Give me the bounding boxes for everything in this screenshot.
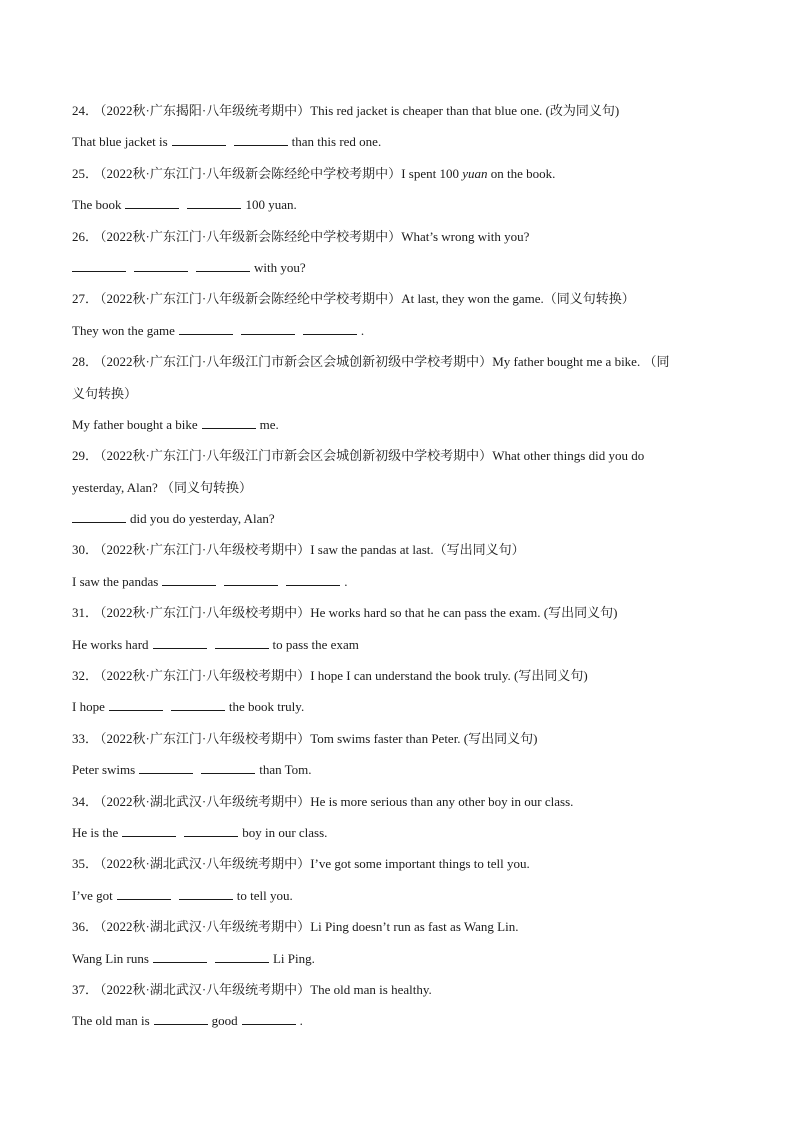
question-32: 32． （2022秋·广东江门·八年级校考期中）I hope I can understand the book truly. (写出同义句) — [72, 668, 588, 684]
answer-27: They won the game . — [72, 320, 722, 351]
question-29-cont: yesterday, Alan? （同义句转换） — [72, 479, 253, 495]
answer-blank[interactable] — [303, 320, 357, 335]
answer-blank[interactable] — [171, 696, 225, 711]
answer-32: I hope the book truly. — [72, 696, 722, 727]
question-25: 25． （2022秋·广东江门·八年级新会陈经纶中学校考期中）I spent 100 yuan on the book. — [72, 165, 556, 181]
answer-blank[interactable] — [187, 194, 241, 209]
question-31: 31． （2022秋·广东江门·八年级校考期中）He works hard so that he can pass the exam. (写出同义句) — [72, 605, 618, 621]
question-35: 35． （2022秋·湖北武汉·八年级统考期中）I’ve got some important things to tell you. — [72, 856, 530, 872]
question-list — [72, 100, 722, 1042]
answer-25: The book 100 yuan. — [72, 194, 722, 225]
answer-blank[interactable] — [72, 508, 126, 523]
answer-30: I saw the pandas . — [72, 571, 722, 602]
answer-blank[interactable] — [154, 1010, 208, 1025]
answer-37: The old man is good . — [72, 1010, 722, 1041]
answer-blank[interactable] — [196, 257, 250, 272]
answer-blank[interactable] — [162, 571, 216, 586]
answer-blank[interactable] — [241, 320, 295, 335]
question-26: 26． （2022秋·广东江门·八年级新会陈经纶中学校考期中）What’s wrong with you? — [72, 228, 530, 244]
question-28: 28． （2022秋·广东江门·八年级江门市新会区会城创新初级中学校考期中）My father bought me a bike. （同 — [72, 354, 670, 370]
answer-blank[interactable] — [242, 1010, 296, 1025]
answer-blank[interactable] — [202, 414, 256, 429]
answer-26: with you? — [72, 257, 722, 288]
answer-29: did you do yesterday, Alan? — [72, 508, 722, 539]
answer-blank[interactable] — [234, 131, 288, 146]
answer-blank[interactable] — [122, 822, 176, 837]
answer-blank[interactable] — [179, 885, 233, 900]
answer-blank[interactable] — [72, 257, 126, 272]
answer-blank[interactable] — [215, 634, 269, 649]
answer-blank[interactable] — [201, 759, 255, 774]
question-33: 33． （2022秋·广东江门·八年级校考期中）Tom swims faster than Peter. (写出同义句) — [72, 730, 538, 746]
answer-blank[interactable] — [172, 131, 226, 146]
answer-33: Peter swims than Tom. — [72, 759, 722, 790]
answer-28: My father bought a bike me. — [72, 414, 722, 445]
answer-blank[interactable] — [224, 571, 278, 586]
answer-34: He is the boy in our class. — [72, 822, 722, 853]
answer-blank[interactable] — [134, 257, 188, 272]
question-37: 37． （2022秋·湖北武汉·八年级统考期中）The old man is healthy. — [72, 981, 432, 997]
answer-36: Wang Lin runs Li Ping. — [72, 948, 722, 979]
question-27: 27． （2022秋·广东江门·八年级新会陈经纶中学校考期中）At last, they won the game.（同义句转换） — [72, 291, 635, 307]
answer-blank[interactable] — [153, 634, 207, 649]
question-34: 34． （2022秋·湖北武汉·八年级统考期中）He is more serious than any other boy in our class. — [72, 793, 574, 809]
question-28-cont: 义句转换） — [72, 385, 138, 401]
question-36: 36． （2022秋·湖北武汉·八年级统考期中）Li Ping doesn’t run as fast as Wang Lin. — [72, 919, 519, 935]
question-29: 29． （2022秋·广东江门·八年级江门市新会区会城创新初级中学校考期中）What other things did you do — [72, 448, 645, 464]
answer-blank[interactable] — [286, 571, 340, 586]
answer-35: I’ve got to tell you. — [72, 885, 722, 916]
answer-blank[interactable] — [117, 885, 171, 900]
question-30: 30． （2022秋·广东江门·八年级校考期中）I saw the pandas at last.（写出同义句） — [72, 542, 525, 558]
answer-31: He works hard to pass the exam — [72, 634, 722, 665]
answer-blank[interactable] — [125, 194, 179, 209]
answer-24: That blue jacket is than this red one. — [72, 131, 722, 162]
answer-blank[interactable] — [139, 759, 193, 774]
answer-blank[interactable] — [179, 320, 233, 335]
question-24: 24． （2022秋·广东揭阳·八年级统考期中）This red jacket is cheaper than that blue one. (改为同义句) — [72, 103, 620, 118]
answer-blank[interactable] — [184, 822, 238, 837]
answer-blank[interactable] — [109, 696, 163, 711]
answer-blank[interactable] — [153, 948, 207, 963]
answer-blank[interactable] — [215, 948, 269, 963]
